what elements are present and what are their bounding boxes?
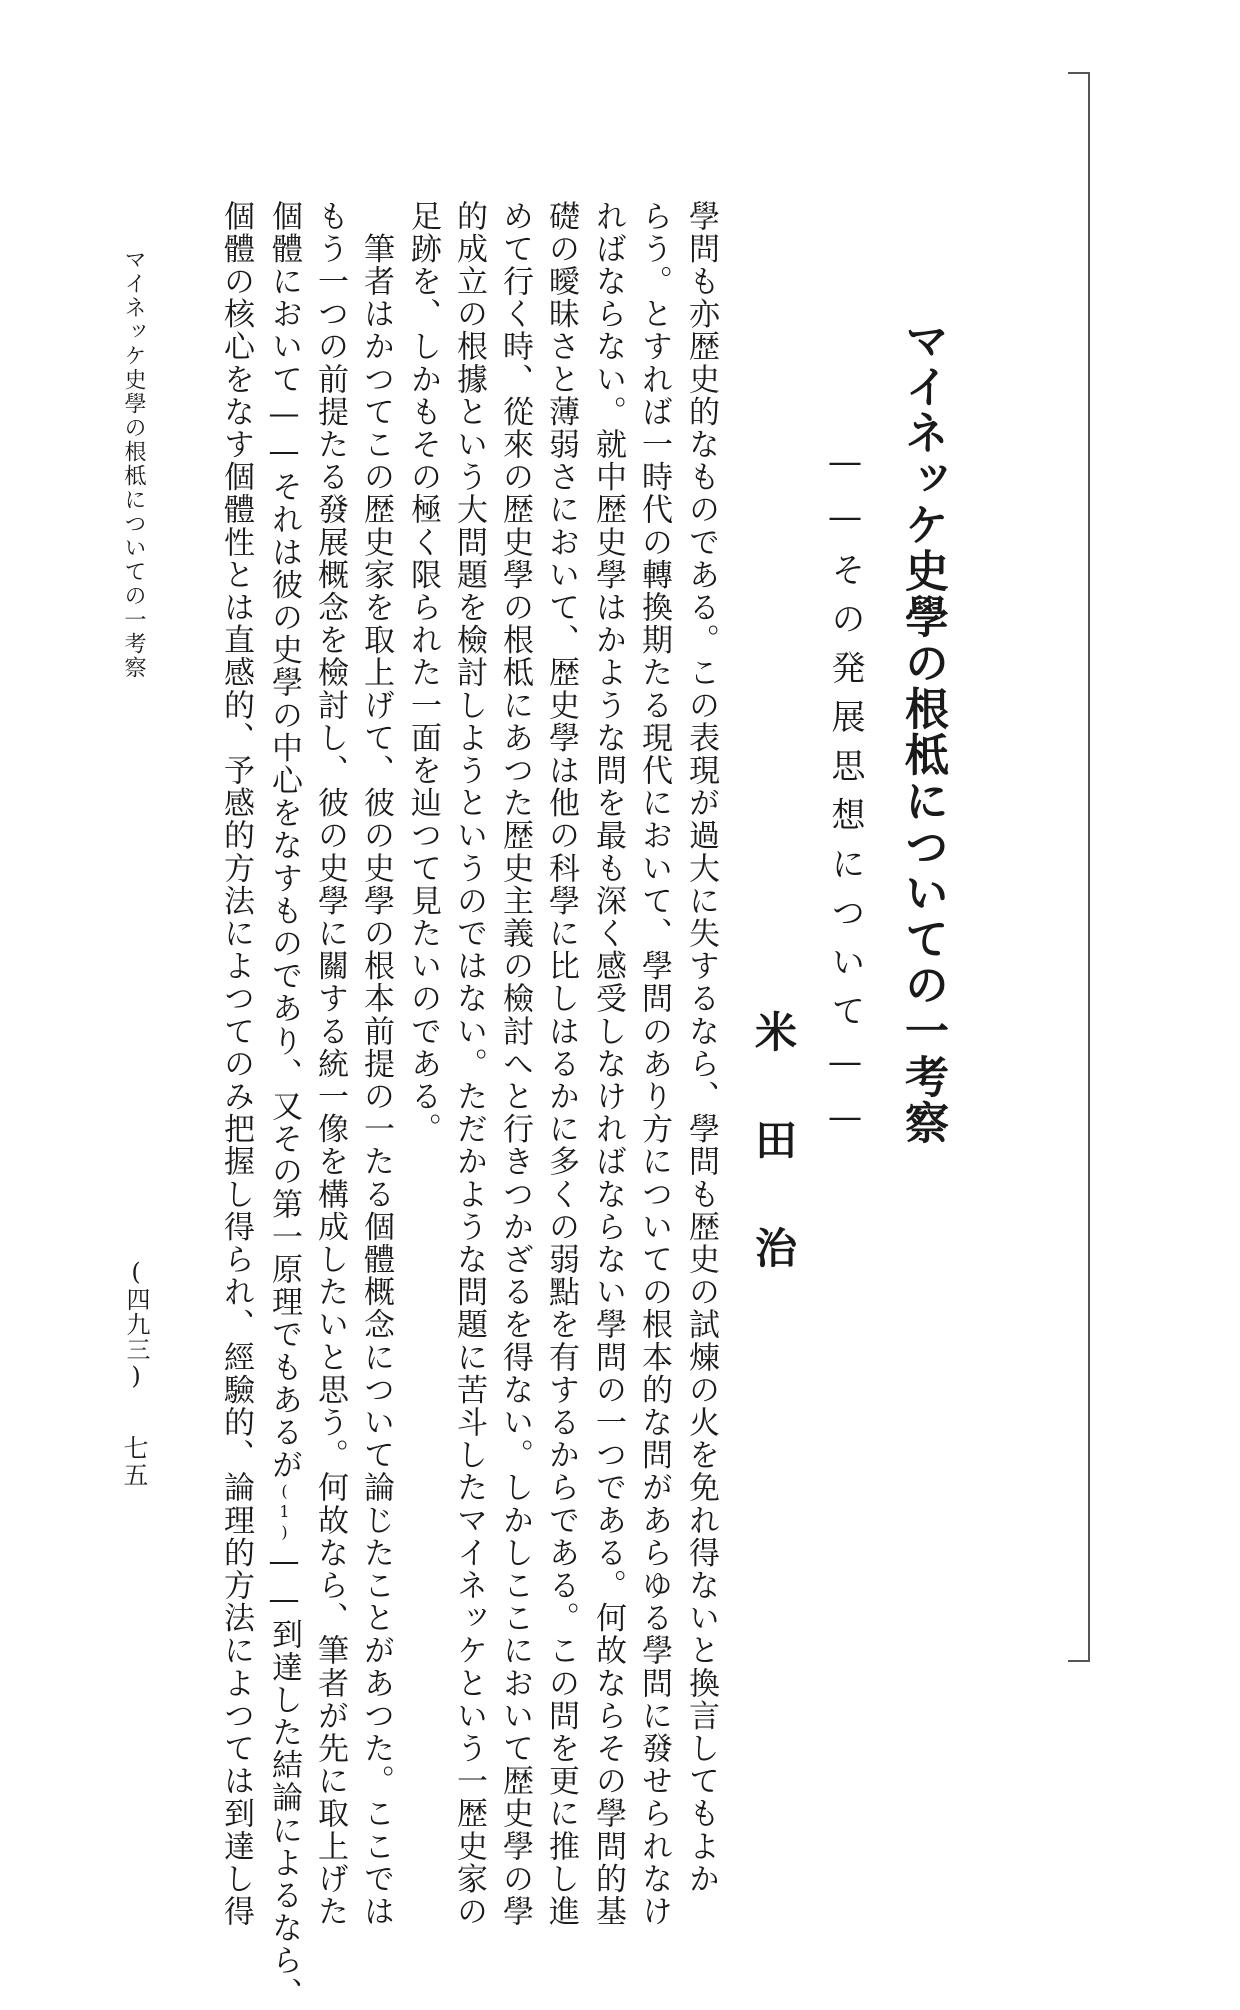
- body-line-7: 足跡を、しかもその極く限られた一面を辿つて見たいのである。: [405, 200, 441, 1146]
- body-line-4: 礎の曖昧さと薄弱さにおいて、歴史學は他の科學に比しはるかに多くの弱點を有するからである。この問を更に推し進: [543, 200, 579, 1928]
- article-title: マイネッケ史學の根柢についての一考察: [897, 318, 948, 1146]
- footnote-marker[interactable]: (1): [275, 1481, 294, 1544]
- crop-mark-top: [1068, 72, 1090, 74]
- journal-page-number: (四九三): [122, 1258, 150, 1391]
- body-line-5: めて行く時、從來の歴史學の根柢にあつた歴史主義の檢討へと行きつかざるを得ない。しかしここにおいて歴史學の學: [497, 200, 533, 1928]
- running-title: マイネッケ史學の根柢についての一考察: [121, 248, 146, 680]
- author-name: 米田治: [749, 1010, 798, 1334]
- binding-line: [1088, 72, 1090, 1662]
- article-subtitle: ——その発展思想について——: [825, 442, 865, 1152]
- body-line-10-part-1: 個體において——それは彼の史學の中心をなすものであり、又その第一原理でもあるが: [266, 200, 302, 1482]
- body-line-8: 筆者はかつてこの歴史家を取上げて、彼の史學の根本前提の一たる個體概念について論じたことがあつた。ここでは: [358, 200, 394, 1928]
- crop-mark-bottom: [1068, 1660, 1090, 1662]
- body-line-10: [266, 200, 302, 2010]
- body-line-9: もう一つの前提たる發展概念を檢討し、彼の史學に關する統一像を構成したいと思う。何故なら、筆者が先に取上げた: [312, 200, 348, 1928]
- body-line-1: 學問も亦歴史的なものである。この表現が過大に失するなら、學問も歴史の試煉の火を免れ得ないと換言してもよか: [683, 200, 719, 1896]
- folio-number: 七五: [120, 1435, 149, 1489]
- body-line-2: らう。とすれば一時代の轉換期たる現代において、學問のあり方についての根本的な問があらゆる學問に發せられなけ: [636, 200, 672, 1928]
- body-line-6: 的成立の根據という大問題を檢討しようというのではない。ただかような問題に苦斗したマイネッケという一歴史家の: [451, 200, 487, 1928]
- body-line-11: 個體の核心をなす個體性とは直感的、予感的方法によつてのみ把握し得られ、經驗的、論理的方法によつては到達し得: [218, 200, 254, 1928]
- body-line-3: ればならない。就中歴史學はかような問を最も深く感受しなければならない學問の一つである。何故ならその學問的基: [590, 200, 626, 1928]
- body-line-10-part-2: ——到達した結論によるなら、: [266, 1543, 302, 2010]
